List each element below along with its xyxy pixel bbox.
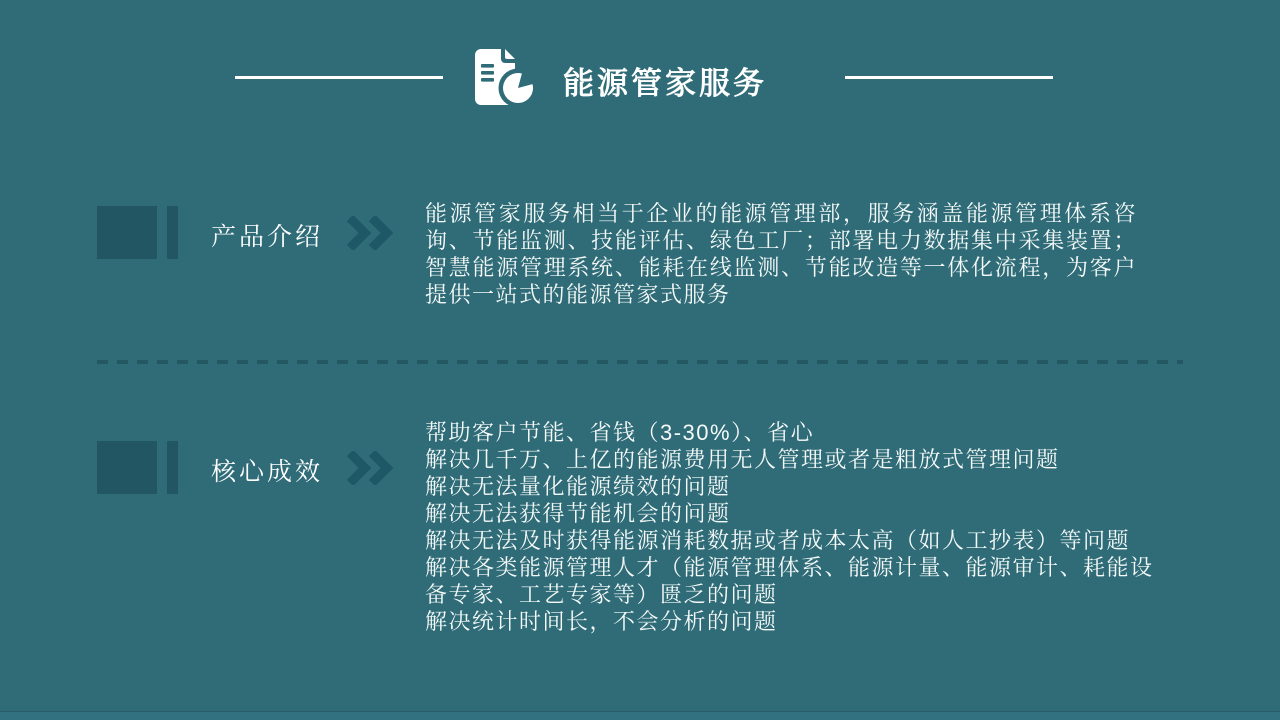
- list-item: 帮助客户节能、省钱（3-30%）、省心: [425, 420, 815, 445]
- page-title: 能源管家服务: [563, 66, 767, 101]
- footer-strip: [0, 711, 1280, 720]
- double-chevron-right-icon: [347, 216, 397, 250]
- double-chevron-right-icon: [347, 451, 397, 485]
- core-results-list: [425, 419, 1165, 635]
- list-item: 解决无法获得节能机会的问题: [425, 501, 731, 526]
- section-marker-square: [97, 441, 157, 494]
- section-marker-bar: [167, 206, 178, 259]
- section-label-core-results: 核心成效: [211, 458, 324, 486]
- list-item: 解决无法及时获得能源消耗数据或者成本太高（如人工抄表）等问题: [425, 528, 1131, 553]
- product-intro-paragraph: 能源管家服务相当于企业的能源管理部，服务涵盖能源管理体系咨询、节能监测、技能评估、绿色工厂；部署电力数据集中采集装置；智慧能源管理系统、能耗在线监测、节能改造等一体化流程，为客户提供一站式的能源管家式服务: [425, 201, 1137, 307]
- section-marker-square: [97, 206, 157, 259]
- list-item: 解决统计时间长，不会分析的问题: [425, 609, 778, 634]
- document-pie-chart-icon: [471, 46, 541, 110]
- section-label-product-intro: 产品介绍: [211, 223, 324, 251]
- section-marker-bar: [167, 441, 178, 494]
- list-item: 解决无法量化能源绩效的问题: [425, 474, 731, 499]
- title-divider-line-left: [235, 76, 443, 79]
- title-divider-line-right: [845, 76, 1053, 79]
- list-item: 解决各类能源管理人才（能源管理体系、能源计量、能源审计、耗能设备专家、工艺专家等）匮乏的问题: [425, 555, 1154, 607]
- dashed-divider: [97, 360, 1183, 364]
- list-item: 解决几千万、上亿的能源费用无人管理或者是粗放式管理问题: [425, 447, 1060, 472]
